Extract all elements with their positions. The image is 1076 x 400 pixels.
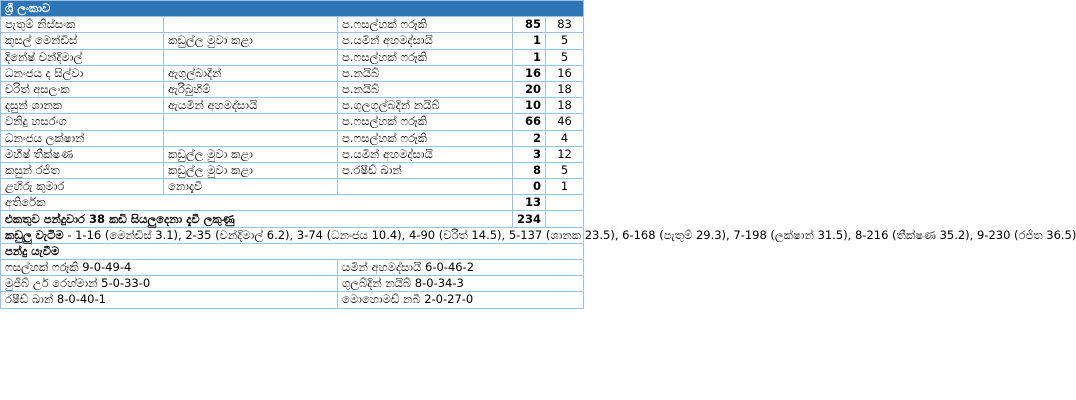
balls: 1 xyxy=(546,179,584,195)
runs: 0 xyxy=(513,179,546,195)
balls: 46 xyxy=(546,114,584,130)
dismissal-fielder: කඩුල්ල මුවා කළා xyxy=(164,162,338,178)
balls: 18 xyxy=(546,81,584,97)
runs: 1 xyxy=(513,33,546,49)
balls: 5 xyxy=(546,49,584,65)
batting-row xyxy=(1,65,584,81)
dismissal-fielder xyxy=(164,49,338,65)
bowler-figures-left: ෆසල්හක් ෆරූකි 9-0-49-4 xyxy=(1,260,338,276)
total-value: 234 xyxy=(513,211,546,227)
batting-row xyxy=(1,130,584,146)
dismissal-bowler xyxy=(338,179,513,195)
runs: 1 xyxy=(513,49,546,65)
batting-row xyxy=(1,33,584,49)
dismissal-fielder: නොදැවී xyxy=(164,179,338,195)
dismissal-bowler: ප.ෆසල්හක් ෆරූකි xyxy=(338,17,513,33)
total-empty xyxy=(546,211,584,227)
dismissal-bowler: ප.ගුලගුල්බදින් නයිබ් xyxy=(338,98,513,114)
batter-name: වනිදු හසරංග xyxy=(1,114,164,130)
dismissal-fielder xyxy=(164,17,338,33)
runs: 3 xyxy=(513,146,546,162)
fall-of-wickets-label: කඩුලු වැටීම xyxy=(5,227,64,242)
batter-name: ළහිරු කුමාර xyxy=(1,179,164,195)
runs: 8 xyxy=(513,162,546,178)
batting-row xyxy=(1,81,584,97)
dismissal-bowler: ප.ෆසල්හක් ෆරූකි xyxy=(338,49,513,65)
batting-row xyxy=(1,114,584,130)
extras-empty xyxy=(546,195,584,211)
total-label: එකතුව පන්දුවාර 38 කඩි සියලුදෙනා දැවී ලකුණු xyxy=(1,211,513,227)
fall-of-wickets-row xyxy=(1,227,584,243)
dismissal-bowler: ප.නයිබ් xyxy=(338,81,513,97)
fall-of-wickets xyxy=(1,227,1076,243)
dismissal-bowler: ප.ෆසල්හක් ෆරූකි xyxy=(338,130,513,146)
bowling-row xyxy=(1,260,584,276)
batter-name: චරිත් අසලංක xyxy=(1,81,164,97)
team-header-row xyxy=(1,1,584,17)
batting-row xyxy=(1,49,584,65)
batting-row xyxy=(1,17,584,33)
dismissal-fielder: ඇගුල්බාදීන් xyxy=(164,65,338,81)
batter-name: කසුන් රජිත xyxy=(1,162,164,178)
batting-row xyxy=(1,146,584,162)
total-row xyxy=(1,211,584,227)
bowler-figures-left: රෂීඩ් ඛාන් 8-0-40-1 xyxy=(1,292,338,308)
balls: 18 xyxy=(546,98,584,114)
runs: 2 xyxy=(513,130,546,146)
dismissal-fielder xyxy=(164,130,338,146)
dismissal-bowler: ප.රෂීඩ් ඛාන් xyxy=(338,162,513,178)
batter-name: කුසල් මෙන්ඩිස් xyxy=(1,33,164,49)
balls: 16 xyxy=(546,65,584,81)
extras-value: 13 xyxy=(513,195,546,211)
extras-label: අතිරේක xyxy=(1,195,513,211)
dismissal-fielder: කඩුල්ල මුවා කළා xyxy=(164,146,338,162)
bowling-row xyxy=(1,292,584,308)
balls: 4 xyxy=(546,130,584,146)
fall-of-wickets-text: - 1-16 (මෙන්ඩිස් 3.1), 2-35 (චන්දිමාල් 6.2), 3-74 (ධනංජය 10.4), 4-90 (චරිත් 14.5), 5-137 (ශානක 23.5), 6-168 (පැතුම් 29.3), 7-198 (ලක්ෂාන් 31.5), 8-216 (තීක්ෂණ 35.2), 9-230 (රජිත 36.5) xyxy=(63,227,1076,242)
batting-row xyxy=(1,98,584,114)
runs: 85 xyxy=(513,17,546,33)
dismissal-fielder: කඩුල්ල මුවා කළා xyxy=(164,33,338,49)
extras-row xyxy=(1,195,584,211)
dismissal-bowler: ප.නයිබ් xyxy=(338,65,513,81)
bowling-header: පන්දු යැවීම xyxy=(1,243,584,259)
bowler-figures-right: මොහොමඩ් නබී 2-0-27-0 xyxy=(338,292,584,308)
dismissal-bowler: ප.යමින් අහමද්සායි xyxy=(338,146,513,162)
bowler-figures-left: මුජීබ් උර් රෙහ්මාන් 5-0-33-0 xyxy=(1,276,338,292)
dismissal-fielder: ඇයමින් අහමද්සායි xyxy=(164,98,338,114)
dismissal-fielder: ඇරිබුහිම් xyxy=(164,81,338,97)
runs: 10 xyxy=(513,98,546,114)
balls: 12 xyxy=(546,146,584,162)
batter-name: ධනංජය ද සිල්වා xyxy=(1,65,164,81)
bowler-figures-right: යමින් අහමද්සායි 6-0-46-2 xyxy=(338,260,584,276)
runs: 16 xyxy=(513,65,546,81)
batter-name: දිනේෂ් චන්දිමාල් xyxy=(1,49,164,65)
batter-name: දසුන් ශානක xyxy=(1,98,164,114)
runs: 66 xyxy=(513,114,546,130)
balls: 5 xyxy=(546,162,584,178)
dismissal-fielder xyxy=(164,114,338,130)
balls: 83 xyxy=(546,17,584,33)
batter-name: පැතුම් නිස්සංක xyxy=(1,17,164,33)
bowling-header-row xyxy=(1,243,584,259)
balls: 5 xyxy=(546,33,584,49)
batting-row xyxy=(1,162,584,178)
batter-name: මහීෂ් තීක්ෂණ xyxy=(1,146,164,162)
bowling-row xyxy=(1,276,584,292)
batter-name: ධනංජය ලක්ෂාන් xyxy=(1,130,164,146)
dismissal-bowler: ප.යමින් අහමද්සායි xyxy=(338,33,513,49)
bowler-figures-right: ගුලබ්දින් නයිබ් 8-0-34-3 xyxy=(338,276,584,292)
dismissal-bowler: ප.ෆසල්හක් ෆරූකි xyxy=(338,114,513,130)
runs: 20 xyxy=(513,81,546,97)
team-header: ශ්‍රී ලංකාව xyxy=(1,1,584,17)
batting-row xyxy=(1,179,584,195)
